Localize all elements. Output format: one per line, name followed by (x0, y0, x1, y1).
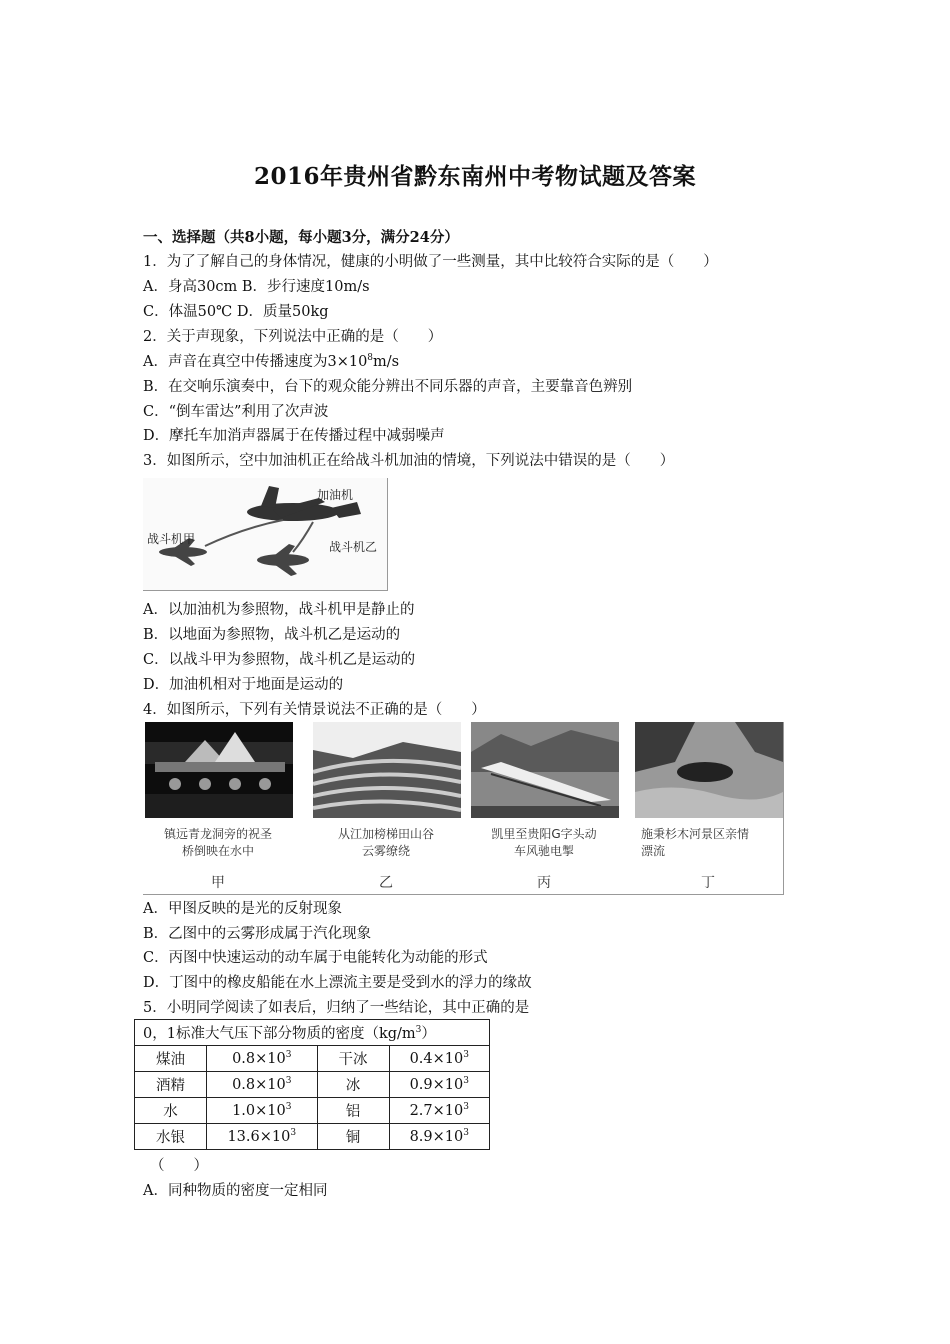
fighter-b-label: 战斗机乙 (329, 540, 378, 554)
question-1-option-ab: A．身高30cm B．步行速度10m/s (143, 279, 370, 295)
substance-name: 干冰 (317, 1046, 389, 1072)
scene-caption-ding: 施秉杉木河景区亲情 漂流 (641, 827, 750, 858)
question-1-stem: 1．为了了解自己的身体情况，健康的小明做了一些测量，其中比较符合实际的是（ ） (143, 254, 718, 270)
density-value: $1.0\times 10^3$ (207, 1098, 318, 1124)
scene-panel-ding (633, 722, 783, 894)
substance-name: 水银 (135, 1124, 207, 1150)
fighter-a-label: 战斗机甲 (147, 532, 196, 546)
substance-name: 煤油 (135, 1046, 207, 1072)
density-value: $0.4\times 10^3$ (389, 1046, 489, 1072)
substance-name: 铜 (317, 1124, 389, 1150)
question-3-option-a: A．以加油机为参照物，战斗机甲是静止的 (143, 602, 415, 618)
table-header: 0，1标准大气压下部分物质的密度$(kg/m^3)$ (135, 1020, 490, 1046)
scene-caption-yi: 从江加榜梯田山谷 云雾缭绕 (337, 827, 434, 858)
density-value: $0.9\times 10^3$ (389, 1072, 489, 1098)
density-value: $0.8\times 10^3$ (207, 1046, 318, 1072)
question-4-option-a: A．甲图反映的是光的反射现象 (143, 901, 342, 917)
question-3-stem: 3．如图所示，空中加油机正在给战斗机加油的情境，下列说法中错误的是（ ） (143, 453, 675, 469)
scene-panel-bing (469, 722, 619, 894)
substance-name: 铝 (317, 1098, 389, 1124)
question-5-answer-paren: （ ） (150, 1158, 208, 1174)
scene-mark-yi: 乙 (379, 875, 393, 891)
refueling-figure (143, 478, 388, 591)
terraces-photo (313, 722, 461, 818)
page-title: 2016年贵州省黔东南州中考物试题及答案 (253, 163, 696, 190)
scene-mark-bing: 丙 (537, 875, 551, 891)
scene-mark-ding: 丁 (701, 875, 715, 891)
scenes-figure (143, 722, 784, 895)
table-header-row (135, 1020, 490, 1046)
question-2-option-a: A．声音在真空中传播速度为$3\times 10^8m/s$ (143, 353, 400, 370)
question-2-option-d: D．摩托车加消声器属于在传播过程中减弱噪声 (143, 428, 445, 444)
scene-panel-jia (143, 722, 293, 894)
density-table (134, 1019, 490, 1150)
density-value: $0.8\times 10^3$ (207, 1072, 318, 1098)
question-4-option-b: B．乙图中的云雾形成属于汽化现象 (143, 926, 372, 942)
tanker-label: 加油机 (317, 488, 354, 502)
substance-name: 水 (135, 1098, 207, 1124)
rafting-photo (635, 722, 783, 818)
question-4-option-c: C．丙图中快速运动的动车属于电能转化为动能的形式 (143, 950, 488, 966)
table-row (135, 1072, 490, 1098)
question-1-option-cd: C．体温50℃ D．质量50kg (143, 304, 329, 320)
question-3-option-b: B．以地面为参照物，战斗机乙是运动的 (143, 627, 401, 643)
scene-mark-jia: 甲 (211, 875, 225, 891)
substance-name: 酒精 (135, 1072, 207, 1098)
section-heading: 一、选择题（共8小题，每小题3分，满分24分） (143, 229, 459, 246)
density-value: $2.7\times 10^3$ (389, 1098, 489, 1124)
bridge-reflection-photo (145, 722, 293, 818)
substance-name: 冰 (317, 1072, 389, 1098)
scene-caption-jia: 镇远青龙洞旁的祝圣 桥倒映在水中 (163, 827, 272, 858)
question-5-option-a: A．同种物质的密度一定相同 (143, 1183, 328, 1199)
table-row (135, 1098, 490, 1124)
question-2-option-b: B．在交响乐演奏中，台下的观众能分辨出不同乐器的声音，主要靠音色辨别 (143, 379, 633, 395)
question-2-stem: 2．关于声现象，下列说法中正确的是（ ） (143, 329, 443, 345)
bullet-train-photo (471, 722, 619, 818)
question-4-stem: 4．如图所示，下列有关情景说法不正确的是（ ） (143, 702, 486, 718)
density-value: $8.9\times 10^3$ (389, 1124, 489, 1150)
question-4-option-d: D．丁图中的橡皮船能在水上漂流主要是受到水的浮力的缘故 (143, 975, 532, 991)
question-3-option-d: D．加油机相对于地面是运动的 (143, 677, 344, 693)
table-row (135, 1046, 490, 1072)
question-3-option-c: C．以战斗甲为参照物，战斗机乙是运动的 (143, 652, 416, 668)
density-value: $13.6\times 10^3$ (207, 1124, 318, 1150)
question-2-option-c: C．“倒车雷达”利用了次声波 (143, 404, 329, 420)
scene-caption-bing: 凯里至贵阳G字头动 车风驰电掣 (491, 827, 597, 858)
table-row (135, 1124, 490, 1150)
scene-panel-yi (311, 722, 461, 894)
question-5-stem: 5．小明同学阅读了如表后，归纳了一些结论，其中正确的是 (143, 1000, 530, 1016)
